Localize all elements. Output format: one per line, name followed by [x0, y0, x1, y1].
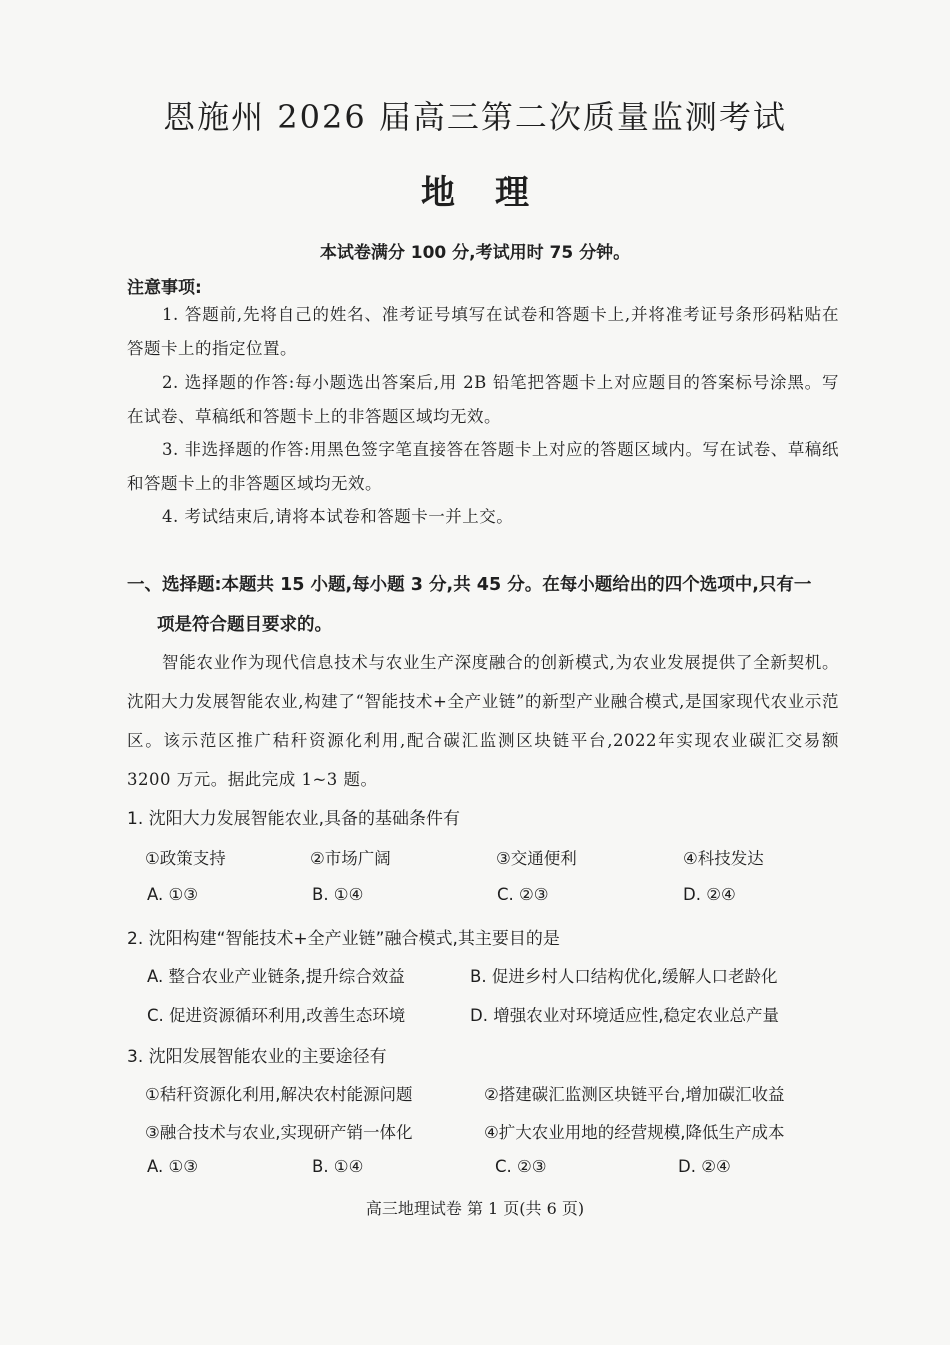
q3-choice-c[interactable]: C. ②③	[495, 1157, 547, 1176]
subject-heading: 地理	[421, 173, 569, 213]
section-heading	[127, 565, 839, 645]
notice-item-2: 2. 选择题的作答:每小题选出答案后,用 2B 铅笔把答题卡上对应题目的答案标号涂黑。写在试卷、草稿纸和答题卡上的非答题区域均无效。	[127, 373, 839, 426]
notice-heading: 注意事项:	[127, 278, 202, 298]
exam-title: 恩施州 2026 届高三第二次质量监测考试	[163, 98, 787, 136]
section-heading-line2: 项是符合题目要求的。	[157, 615, 332, 635]
q2-choice-b[interactable]: B. 促进乡村人口结构优化,缓解人口老龄化	[470, 967, 778, 986]
question-3-stem: 3. 沈阳发展智能农业的主要途径有	[127, 1047, 387, 1067]
q2-choice-c[interactable]: C. 促进资源循环利用,改善生态环境	[147, 1006, 406, 1025]
q1-item-2: ②市场广阔	[310, 849, 391, 868]
q3-choice-d[interactable]: D. ②④	[678, 1157, 731, 1176]
q3-item-3: ③融合技术与农业,实现研产销一体化	[145, 1123, 413, 1142]
q2-choice-d[interactable]: D. 增强农业对环境适应性,稳定农业总产量	[470, 1006, 779, 1025]
q1-item-3: ③交通便利	[496, 849, 577, 868]
question-1-stem: 1. 沈阳大力发展智能农业,具备的基础条件有	[127, 809, 461, 829]
q1-choice-c[interactable]: C. ②③	[497, 885, 549, 904]
q3-item-4: ④扩大农业用地的经营规模,降低生产成本	[484, 1123, 785, 1142]
material-passage: 智能农业作为现代信息技术与农业生产深度融合的创新模式,为农业发展提供了全新契机。沈阳大力发展智能农业,构建了“智能技术+全产业链”的新型产业融合模式,是国家现代农业示范区。该示范区推广秸秆资源化利用,配合碳汇监测区块链平台,2022年实现农业碳汇交易额 3200 万元。据此完成 1~3 题。	[127, 653, 839, 789]
score-time-note: 本试卷满分 100 分,考试用时 75 分钟。	[319, 243, 631, 263]
q2-choice-a[interactable]: A. 整合农业产业链条,提升综合效益	[147, 967, 405, 986]
section-heading-line1: 一、选择题:本题共 15 小题,每小题 3 分,共 45 分。在每小题给出的四个选项中,只有一	[127, 575, 812, 595]
q1-choice-b[interactable]: B. ①④	[312, 885, 364, 904]
notice-item-1: 1. 答题前,先将自己的姓名、准考证号填写在试卷和答题卡上,并将准考证号条形码粘贴在答题卡上的指定位置。	[127, 305, 839, 358]
q3-item-2: ②搭建碳汇监测区块链平台,增加碳汇收益	[484, 1085, 785, 1104]
notice-item-3: 3. 非选择题的作答:用黑色签字笔直接答在答题卡上对应的答题区域内。写在试卷、草稿纸和答题卡上的非答题区域均无效。	[127, 440, 839, 493]
page-footer: 高三地理试卷 第 1 页(共 6 页)	[365, 1199, 585, 1218]
question-2-stem: 2. 沈阳构建“智能技术+全产业链”融合模式,其主要目的是	[127, 929, 560, 949]
notice-item-4: 4. 考试结束后,请将本试卷和答题卡一并上交。	[162, 507, 514, 526]
q1-item-4: ④科技发达	[683, 849, 764, 868]
q3-choice-b[interactable]: B. ①④	[312, 1157, 364, 1176]
q1-choice-a[interactable]: A. ①③	[147, 885, 199, 904]
q3-choice-a[interactable]: A. ①③	[147, 1157, 199, 1176]
q1-item-1: ①政策支持	[145, 849, 226, 868]
q1-choice-d[interactable]: D. ②④	[683, 885, 736, 904]
q3-item-1: ①秸秆资源化利用,解决农村能源问题	[145, 1085, 413, 1104]
